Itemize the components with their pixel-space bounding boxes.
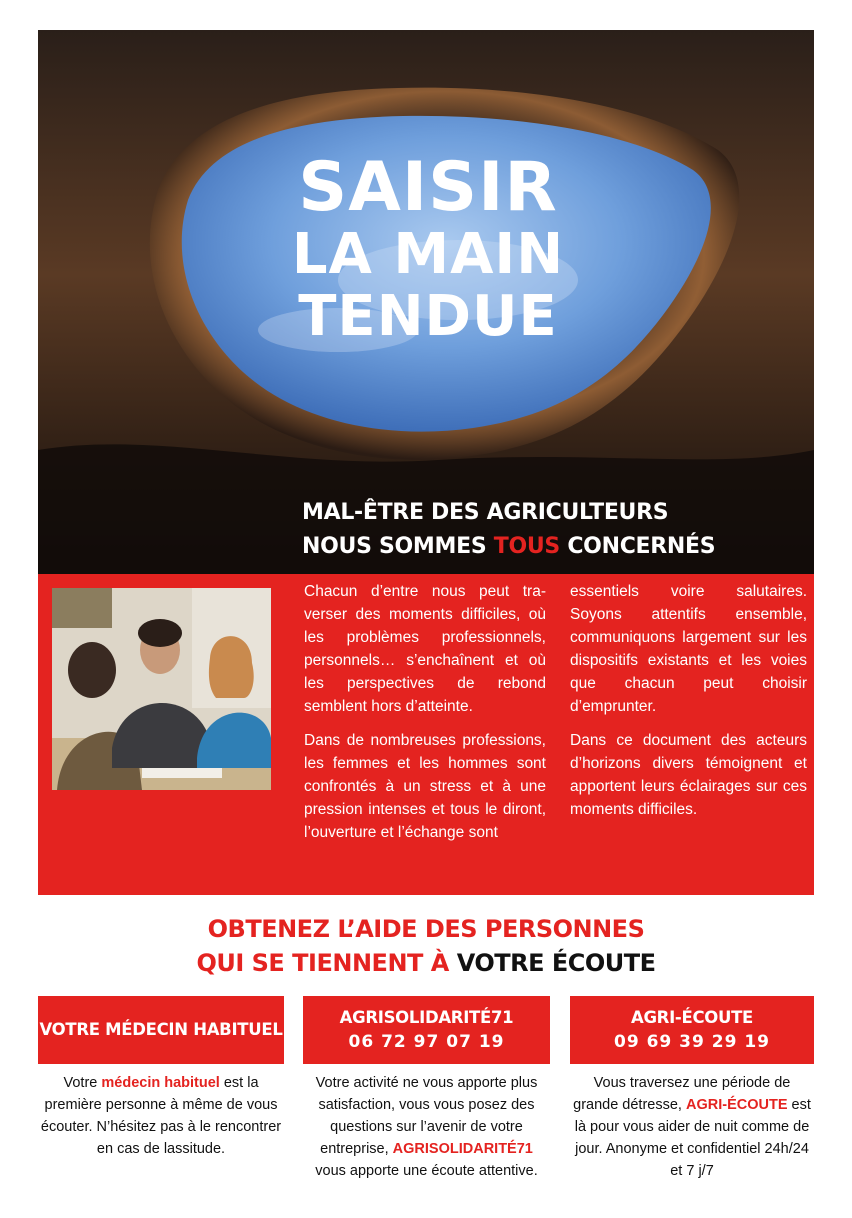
card-agriecoute-text	[570, 1072, 814, 1182]
card-agrisolidarite-header	[303, 996, 550, 1064]
intro-paragraph: Chacun d’entre nous peut traverser des moments difficiles, où les problèmes professionnels, personnels… s’enchaînent et où les perspectives de rebond semblent hors d’atteinte.	[304, 583, 546, 715]
subtitle-highlight: TOUS	[493, 534, 560, 559]
card-text-post: est là pour vous aider de nuit comme de jour. Anonyme et confidentiel 24h/24 et 7 j/7	[574, 1097, 811, 1179]
card-text-pre: Votre	[63, 1075, 102, 1091]
callout-line1: OBTENEZ L’AIDE DES PERSONNES	[207, 915, 645, 943]
intro-paragraph: essentiels voire salutaires. Soyons attentifs ensemble, communiquons largement sur les dispositifs existants et les voies que chacun peut choisir d’emprunter.	[570, 583, 807, 715]
card-text-highlight: médecin habituel	[101, 1075, 220, 1091]
card-phone: 06 72 97 07 19	[348, 1032, 505, 1052]
help-callout	[0, 912, 852, 980]
subtitle	[302, 496, 715, 564]
subtitle-line1: MAL-ÊTRE DES AGRICULTEURS	[302, 500, 669, 525]
callout-line2-black: VOTRE ÉCOUTE	[456, 949, 656, 977]
subtitle-line2-before: NOUS SOMMES	[302, 534, 494, 559]
card-title: AGRISOLIDARITÉ71	[339, 1008, 514, 1027]
hero-title-line3: TENDUE	[298, 284, 558, 349]
intro-column-2	[570, 580, 807, 832]
card-doctor-text	[38, 1072, 284, 1160]
hero-title-line1: SAISIR	[298, 148, 558, 227]
card-title: VOTRE MÉDECIN HABITUEL	[39, 1020, 283, 1039]
hero-section	[38, 30, 814, 574]
intro-column-1	[304, 580, 546, 855]
hero-title-line2: LA MAIN	[291, 222, 565, 287]
card-agriecoute-header	[570, 996, 814, 1064]
intro-band	[38, 574, 814, 895]
card-text-pre: Vous traversez une période de grande détresse,	[573, 1075, 791, 1113]
card-doctor-header	[38, 996, 284, 1064]
card-phone: 09 69 39 29 19	[614, 1032, 770, 1052]
subtitle-line2-after: CONCERNÉS	[559, 534, 716, 559]
meeting-illustration	[52, 588, 271, 790]
card-text-post: vous apporte une écoute attentive.	[315, 1163, 538, 1179]
meeting-photo	[52, 588, 271, 790]
callout-line2	[0, 946, 852, 980]
card-text-highlight: AGRI-ÉCOUTE	[685, 1097, 788, 1113]
intro-paragraph: Dans de nombreuses professions, les femmes et les hommes sont confrontés à un stress et à une pression intenses et tous le diront, l’ouverture et l’échange sont	[304, 732, 546, 841]
intro-paragraph: Dans ce document des acteurs d’horizons divers témoignent et apportent leurs éclairages sur ces moments difficiles.	[570, 732, 807, 818]
subtitle-line2	[302, 530, 715, 564]
card-title: AGRI-ÉCOUTE	[630, 1008, 754, 1027]
card-text-post: est la première personne à même de vous écouter. N’hésitez pas à le rencontrer en cas de lassitude.	[40, 1075, 282, 1157]
hero-title	[278, 148, 578, 349]
card-text-pre: Votre activité ne vous apporte plus satisfaction, vous vous posez des questions sur l’avenir de votre entreprise,	[315, 1075, 538, 1157]
card-text-highlight: AGRISOLIDARITÉ71	[392, 1141, 533, 1157]
card-agrisolidarite-text	[303, 1072, 550, 1182]
callout-line2-red: QUI SE TIENNENT À	[196, 949, 457, 977]
